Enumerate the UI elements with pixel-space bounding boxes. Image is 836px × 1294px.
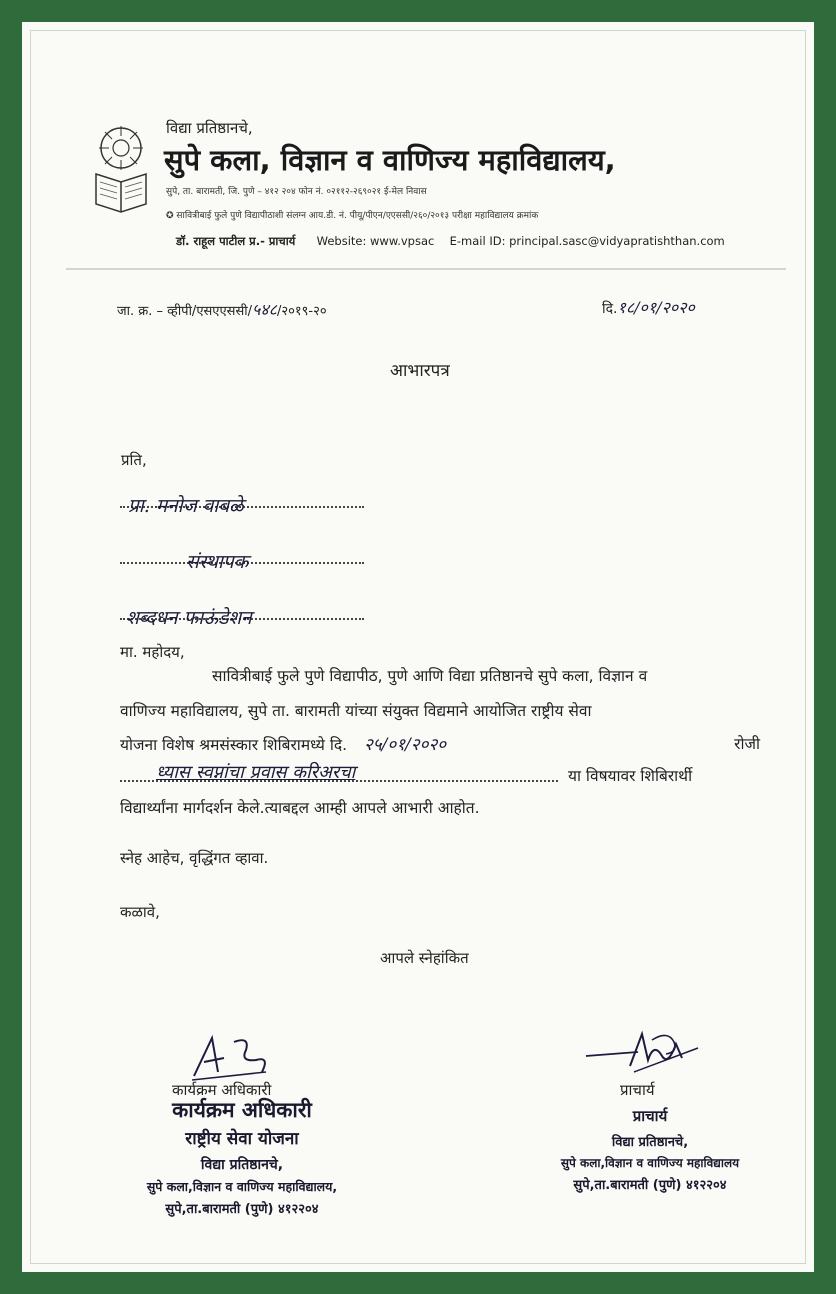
program-officer-stamp [102, 1096, 382, 1217]
right-signature [582, 1022, 702, 1080]
letter-title: आभारपत्र [390, 361, 450, 381]
stamp-nss: राष्ट्रीय सेवा योजना [185, 1129, 299, 1149]
circle-bullet-icon: ✪ [166, 211, 177, 221]
website: Website: www.vpsac [316, 234, 435, 248]
email: E-mail ID: principal.sasc@vidyapratishthan.com [449, 234, 725, 248]
org-line: विद्या प्रतिष्ठानचे, [166, 119, 253, 137]
body-line-3-text: योजना विशेष श्रमसंस्कार शिबिरामध्ये दि. [120, 736, 348, 754]
body-line-4: या विषयावर शिबिरार्थी [568, 767, 693, 785]
stamp-org-left: विद्या प्रतिष्ठानचे, [200, 1157, 284, 1173]
address-line: सुपे, ता. बारामती, जि. पुणे – ४१२ २०४ फोन नं. ०२११२-२६९०२१ ई-मेल निवास [166, 187, 427, 197]
body-line-1: सावित्रीबाई फुले पुणे विद्यापीठ, पुणे आणि विद्या प्रतिष्ठानचे सुपे कला, विज्ञान व [212, 667, 648, 685]
principal-contact-row [176, 234, 725, 249]
principal-title: प्राचार्य [620, 1081, 655, 1099]
stamp-title-right: प्राचार्य [632, 1107, 668, 1125]
affiliation-line [166, 208, 538, 221]
date-label: दि. [602, 301, 618, 317]
stamp-college-left: सुपे कला,विज्ञान व वाणिज्य महाविद्यालय, [146, 1179, 338, 1194]
left-signature [190, 1032, 300, 1084]
body-line-3 [120, 732, 760, 755]
camp-date: २५/०१/२०२० [363, 735, 447, 755]
program-officer-title: कार्यक्रम अधिकारी [172, 1081, 272, 1099]
recipient-organization: शब्दधन फाऊंडेशन [126, 607, 252, 629]
reference-number [117, 298, 327, 320]
ref-year: /२०१९-२० [276, 304, 327, 319]
wish-line: स्नेह आहेच, वृद्धिंगत व्हावा. [120, 849, 269, 867]
affiliation-text: सावित्रीबाई फुले पुणे विद्यापीठाशी संलग्न आय.डी. नं. पीयू/पीएन/एएससी/२६०/२०१३ परीक्षा महाविद्यालय क्रमांक [176, 211, 539, 221]
principal-label: डॉ. राहूल पाटील प्र.- प्राचार्य [176, 234, 296, 248]
stamp-org-right: विद्या प्रतिष्ठानचे, [611, 1135, 689, 1150]
body-line-5: विद्यार्थ्यांना मार्गदर्शन केले.त्याबद्दल आम्ही आपले आभारी आहोत. [120, 799, 480, 817]
letter-page [22, 22, 814, 1272]
college-logo [90, 122, 152, 214]
talk-topic: ध्यास स्वप्नांचा प्रवास करिअरचा [156, 762, 356, 783]
stamp-address-left: सुपे,ता.बारामती (पुणे) ४१२२०४ [165, 1202, 319, 1217]
book-lotus-icon [90, 122, 152, 214]
letter-date [602, 296, 695, 318]
stamp-college-right: सुपे कला,विज्ञान व वाणिज्य महाविद्यालय [560, 1156, 740, 1170]
closing: आपले स्नेहांकित [380, 949, 469, 967]
recipient-designation: संस्थापक [186, 551, 249, 573]
roji-word: रोजी [734, 735, 760, 753]
kalave: कळावे, [120, 903, 160, 921]
letterhead-divider [66, 268, 786, 270]
ref-handwritten: ५४८ [252, 300, 277, 319]
recipient-name: प्रा. मनोज वाबळे [128, 495, 244, 517]
prati-label: प्रति, [121, 451, 147, 469]
college-name: सुपे कला, विज्ञान व वाणिज्य महाविद्यालय, [164, 143, 616, 177]
date-value: १८/०१/२०२० [617, 298, 695, 317]
stamp-title-left: कार्यक्रम अधिकारी [172, 1098, 312, 1122]
ref-prefix: जा. क्र. – व्हीपी/एसएएससी/ [117, 304, 252, 319]
principal-stamp [530, 1106, 770, 1193]
body-line-2: वाणिज्य महाविद्यालय, सुपे ता. बारामती यांच्या संयुक्त विद्यमाने आयोजित राष्ट्रीय सेवा [120, 702, 592, 720]
salutation: मा. महोदय, [120, 643, 185, 661]
stamp-address-right: सुपे,ता.बारामती (पुणे) ४१२२०४ [573, 1178, 727, 1193]
